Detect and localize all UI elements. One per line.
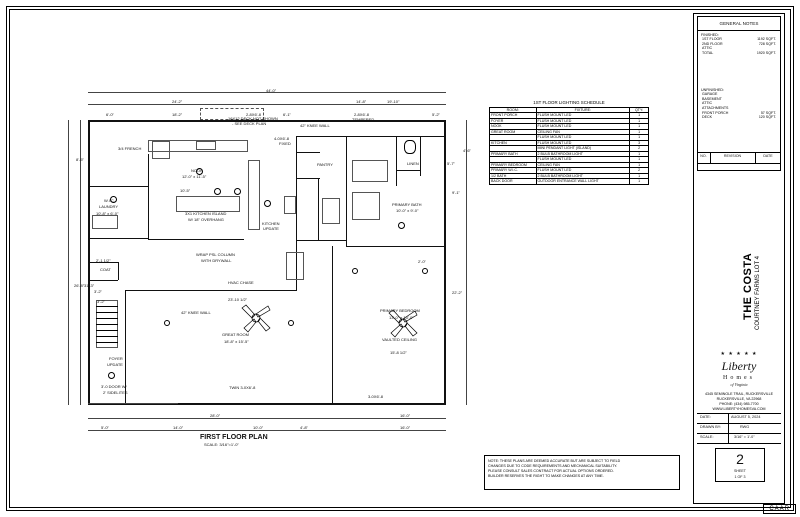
hvac-chase: [286, 252, 304, 280]
interior-wall-primarybath-bottom: [346, 246, 444, 247]
plan-label: LAUNDRY: [99, 204, 119, 209]
plan-label: W.I.C.: [104, 198, 115, 203]
col-fixture: FIXTURE:: [536, 108, 630, 113]
plan-label: 18'-8" x 15'-5": [224, 339, 249, 344]
date-value: AUGUST 5, 2024: [731, 415, 761, 419]
cell-fixture: FLUSH MOUNT LED: [536, 135, 630, 140]
plan-label: 42" KNEE WALL: [181, 310, 211, 315]
cell-qty: 1: [630, 129, 649, 134]
cell-room: NOOK: [490, 124, 537, 129]
cell-qty: 2: [630, 168, 649, 173]
scale-label: SCALE:: [700, 435, 714, 439]
ceiling-light-foyer: [108, 372, 115, 379]
ceiling-light-bedroom-corner: [352, 268, 358, 274]
col-qty: QTY:: [630, 108, 649, 113]
plan-label: FOYER: [109, 356, 123, 361]
dimension-text: 23'-10 1/2": [228, 297, 248, 302]
cell-qty: 1: [630, 179, 649, 184]
interior-wall-coat-bottom: [90, 280, 118, 281]
plan-label: NOOK: [191, 168, 203, 173]
address-line-4: WWW.LIBERTYHOMESVA.COM: [712, 406, 766, 411]
exterior-wall-right: [444, 120, 446, 405]
builder-name: Liberty: [721, 359, 757, 373]
revision-col-revision: REVISION: [723, 154, 742, 158]
plan-label: COAT: [100, 267, 111, 272]
ceiling-light-kitchen-1: [214, 188, 221, 195]
kitchen-sink: [196, 141, 216, 150]
plan-label: WRAP PSL COLUMN: [196, 252, 235, 257]
dimension-text: 3'-2": [97, 299, 105, 304]
fridge: [152, 141, 170, 159]
interior-wall-hall: [296, 136, 446, 137]
plan-label: 2-8X6'-8: [246, 112, 261, 117]
finished-value: 1192 SQFT.: [757, 37, 776, 41]
dimension-text: 26'-8": [74, 283, 85, 288]
dimension-text: 22'-2": [452, 290, 463, 295]
cell-fixture: OUTDOOR ENTRANCE WALL LIGHT: [536, 179, 630, 184]
plan-label: 12'-0" x 11'-5": [182, 174, 207, 179]
kitchen-island: [176, 196, 240, 212]
revision-col-no: NO.: [700, 154, 707, 158]
plan-label: PRIMARY BEDROOM: [380, 308, 420, 313]
dimension-text: 15'-8 1/2": [390, 350, 407, 355]
plan-label: 3-0X6'-8: [368, 394, 383, 399]
dimension-text: 4'-6": [463, 148, 471, 153]
cell-qty: 1: [630, 173, 649, 178]
plan-label: 10'-0" x 9'-0": [396, 208, 419, 213]
interior-wall-kitchen-bottom: [148, 239, 244, 240]
front-porch-outline: [88, 403, 178, 404]
unfinished-label: BASEMENT: [702, 96, 722, 101]
drawn-by-label: DRAWN BY:: [700, 425, 722, 429]
sheet-of: 1 OF 3: [734, 475, 746, 479]
ceiling-light-kitchen-3: [264, 200, 271, 207]
plan-label: TEMPERED: [352, 117, 375, 122]
dimension-text: 28'-0": [210, 413, 221, 418]
finished-label: 2ND FLOOR: [702, 41, 723, 46]
cell-fixture: MINI PENDANT LIGHT (ISLAND): [536, 146, 630, 151]
plan-label: UPDATE: [263, 226, 279, 231]
plan-label: PANTRY: [317, 162, 333, 167]
cell-fixture: FLUSH MOUNT LED: [536, 140, 630, 145]
col-room: ROOM:: [490, 108, 537, 113]
sheet-label: SHEET: [734, 469, 746, 473]
dimension-text: 16'-0": [400, 413, 411, 418]
scale-value: 3/16" = 1'-0": [734, 435, 755, 439]
plan-label: WITH DRYWALL: [201, 258, 232, 263]
unfinished-heading: UNFINISHED:: [701, 88, 724, 92]
dimension-text: 5'-0": [101, 425, 109, 430]
disclaimer-line-4: BUILDER RESERVES THE RIGHT TO MAKE CHANGES AT ANY TIME.: [488, 473, 604, 478]
interior-wall-bath-left: [346, 136, 347, 246]
finished-value: 728 SQFT.: [758, 41, 776, 46]
general-notes-heading: GENERAL NOTES: [719, 21, 759, 26]
plan-scale-note: SCALE: 3/16"=1'-0": [204, 442, 239, 447]
cell-room: FOYER: [490, 118, 537, 123]
cell-room: KITCHEN: [490, 140, 537, 145]
dimension-text: 3'-2": [94, 289, 102, 294]
finished-label: TOTAL: [702, 51, 714, 56]
cell-room: PRIMARY BEDROOM: [490, 162, 537, 167]
interior-wall-nook-kitchen: [148, 154, 149, 239]
cell-room: GREAT ROOM: [490, 129, 537, 134]
plan-name: THE COSTA: [742, 252, 754, 320]
plan-label: PRIMARY BATH: [392, 202, 422, 207]
primary-bath-toilet: [404, 140, 416, 154]
address-line-1: 4345 SEMINOLE TRAIL, RUCKERSVILLE: [704, 392, 774, 396]
cell-qty: 1: [630, 162, 649, 167]
cell-qty: 1: [630, 124, 649, 129]
dimension-text: 5'-7": [447, 161, 455, 166]
unfinished-label: ATTIC: [702, 101, 713, 106]
ceiling-light-primary-bath: [398, 222, 405, 229]
cell-room: BACK DOOR: [490, 179, 537, 184]
interior-wall-laundry-bottom: [90, 238, 148, 239]
drawn-by-value: RWG: [740, 425, 750, 429]
cell-room: PRIMARY BATH: [490, 151, 537, 156]
finished-value: 1920 SQFT.: [756, 51, 776, 56]
plan-label: 4-0X6'-8: [274, 136, 289, 141]
plan-label: - SEE DECK PLAN: [232, 121, 267, 126]
laundry-units: [92, 215, 118, 229]
dimension-text: 14'-8": [356, 99, 367, 104]
logo-stars: ★ ★ ★ ★ ★: [720, 351, 758, 357]
dimension-text: 8'-5": [76, 157, 84, 162]
revision-col-date: DATE: [763, 154, 773, 158]
unfinished-label: ATTACHMENTS: [702, 106, 729, 111]
finished-heading: FINISHED:: [701, 33, 719, 37]
interior-wall-primarybed-left: [332, 246, 333, 403]
cell-qty: 2: [630, 146, 649, 151]
community-name: COURTNEY FARMS LOT 4: [755, 255, 761, 330]
dimension-text: 44'-0": [266, 88, 277, 93]
dimension-text: 18'-2": [172, 112, 183, 117]
disclaimer-line-2: CHANGES DUE TO CODE REQUIREMENTS AND MECHANICAL SUITABILITY.: [488, 463, 618, 468]
interior-wall-halfbath-left: [318, 178, 319, 240]
plan-label: FIXED: [279, 141, 291, 146]
cell-qty: 3: [630, 140, 649, 145]
plan-label: 10'-8" x 6'-0": [96, 211, 119, 216]
cell-room: PRIMARY W.I.C.: [490, 168, 537, 173]
cell-fixture: FLUSH MOUNT LED: [536, 124, 630, 129]
sheet-number: 2: [736, 451, 744, 467]
cell-fixture: 2 BULB BATHROOM LIGHT: [536, 151, 630, 156]
primary-bath-shower: [352, 192, 380, 220]
plan-label: LINEN: [407, 161, 419, 166]
ceiling-light-bedroom-corner-2: [422, 268, 428, 274]
cell-qty: 1: [630, 118, 649, 123]
finished-label: 1ST FLOOR: [702, 37, 722, 41]
cell-fixture: FLUSH MOUNT LED: [536, 118, 630, 123]
cell-fixture: FLUSH MOUNT LED: [536, 113, 630, 118]
cell-room: FRONT PORCH: [490, 113, 537, 118]
ceiling-light-greatroom-2: [288, 320, 294, 326]
caar-logo: CAAR: [763, 504, 796, 514]
unfinished-value: 120 SQFT.: [758, 115, 776, 120]
dimension-text: 4'-8": [300, 425, 308, 430]
plan-label: UPDATE: [107, 362, 123, 367]
half-bath-fixtures: [322, 198, 340, 224]
interior-wall-pantry-bottom: [296, 178, 320, 179]
unfinished-label: FRONT PORCH: [702, 110, 729, 115]
dimension-text: 31'-3": [84, 283, 95, 288]
dimension-text: 6'-0": [106, 112, 114, 117]
cell-fixture: CEILING FAN: [536, 162, 630, 167]
plan-label: KITCHEN: [262, 221, 280, 226]
address-line-2: RUCKERSVILLE, VA 22968: [716, 396, 762, 401]
interior-wall-greatroom-top: [126, 290, 296, 291]
dimension-text: 10'-5": [180, 188, 191, 193]
kitchen-range: [284, 196, 296, 214]
cell-room: 1/2 BATH: [490, 173, 537, 178]
ceiling-light-greatroom-1: [164, 320, 170, 326]
dimension-text: 14'-0": [173, 425, 184, 430]
interior-wall-coat-right: [118, 262, 119, 280]
disclaimer-line-3: PLEASE CONSULT SALES CONTRACT FOR ACTUAL OPTIONS ORDERED.: [488, 468, 614, 473]
unfinished-label: GARAGE: [702, 92, 718, 96]
cell-fixture: FLUSH MOUNT LED: [536, 157, 630, 162]
primary-bath-tub: [352, 160, 388, 182]
cell-fixture: CEILING FAN: [536, 129, 630, 134]
dimension-text: 2'-0": [418, 259, 426, 264]
plan-label: GREAT ROOM: [222, 332, 249, 337]
plan-label: 16X12 DECK NOT SHOWN: [228, 116, 278, 121]
cell-qty: 1: [630, 151, 649, 156]
interior-wall-primarybath-divider: [396, 136, 397, 186]
interior-wall-pantry-top: [296, 152, 320, 153]
address-line-3: PHONE: (434) 985-7700: [719, 401, 759, 406]
plan-label: 3/4 FRENCH: [118, 146, 142, 151]
kitchen-counter-right: [248, 160, 260, 230]
dimension-text: 9'-1": [452, 190, 460, 195]
dimension-text: 2'-1 1/2": [96, 258, 111, 263]
interior-wall-wic-right: [420, 136, 421, 176]
cell-qty: 1: [630, 157, 649, 162]
plan-label: 42" KNEE WALL: [300, 123, 330, 128]
builder-tagline: of Virginia: [730, 382, 748, 387]
plan-label: 3'-0 DOOR W/: [101, 384, 127, 389]
plan-label: HVAC CHASE: [228, 280, 254, 285]
disclaimer-line-1: NOTE: THESE PLANS ARE DEEMED ACCURATE BUT ARE SUBJECT TO FIELD: [488, 459, 621, 463]
unfinished-label: DECK: [702, 115, 712, 120]
dimension-text: 10'-0": [253, 425, 264, 430]
plan-label: VAULTED CEILING: [382, 337, 417, 342]
cell-qty: 1: [630, 135, 649, 140]
builder-sub: Homes: [723, 375, 755, 381]
dimension-text: 16'-0": [400, 425, 411, 430]
interior-wall-laundry-top: [90, 186, 148, 187]
date-label: DATE:: [700, 415, 711, 419]
dimension-text: 19'-10": [387, 99, 400, 104]
cell-fixture: FLUSH MOUNT LED: [536, 168, 630, 173]
interior-wall-linen: [396, 170, 420, 171]
plan-label: TWIN 3-0X6'-8: [229, 385, 256, 390]
great-room-ceiling-fan-icon: [238, 300, 274, 336]
plan-title: FIRST FLOOR PLAN: [200, 434, 268, 441]
plan-label: W/ 18" OVERHANG: [188, 217, 224, 222]
lighting-schedule-title: 1ST FLOOR LIGHTING SCHEDULE: [533, 100, 605, 105]
plan-label: 3X1 KITCHEN ISLAND: [185, 211, 227, 216]
cell-fixture: 2 BULB BATHROOM LIGHT: [536, 173, 630, 178]
plan-label: 2-8X6'-8: [354, 112, 369, 117]
plan-label: 2' SIDELITES: [103, 390, 128, 395]
interior-wall-halfbath-bottom: [296, 240, 346, 241]
cell-qty: 1: [630, 113, 649, 118]
plan-label: 13'-0" x 15'-0": [389, 315, 414, 320]
dimension-text: 24'-2": [172, 99, 183, 104]
ceiling-light-kitchen-2: [234, 188, 241, 195]
dimension-text: 6'-1": [283, 112, 291, 117]
dimension-text: 5'-2": [432, 112, 440, 117]
unfinished-value: 57 SQFT.: [760, 110, 776, 115]
finished-label: ATTIC: [702, 46, 713, 51]
